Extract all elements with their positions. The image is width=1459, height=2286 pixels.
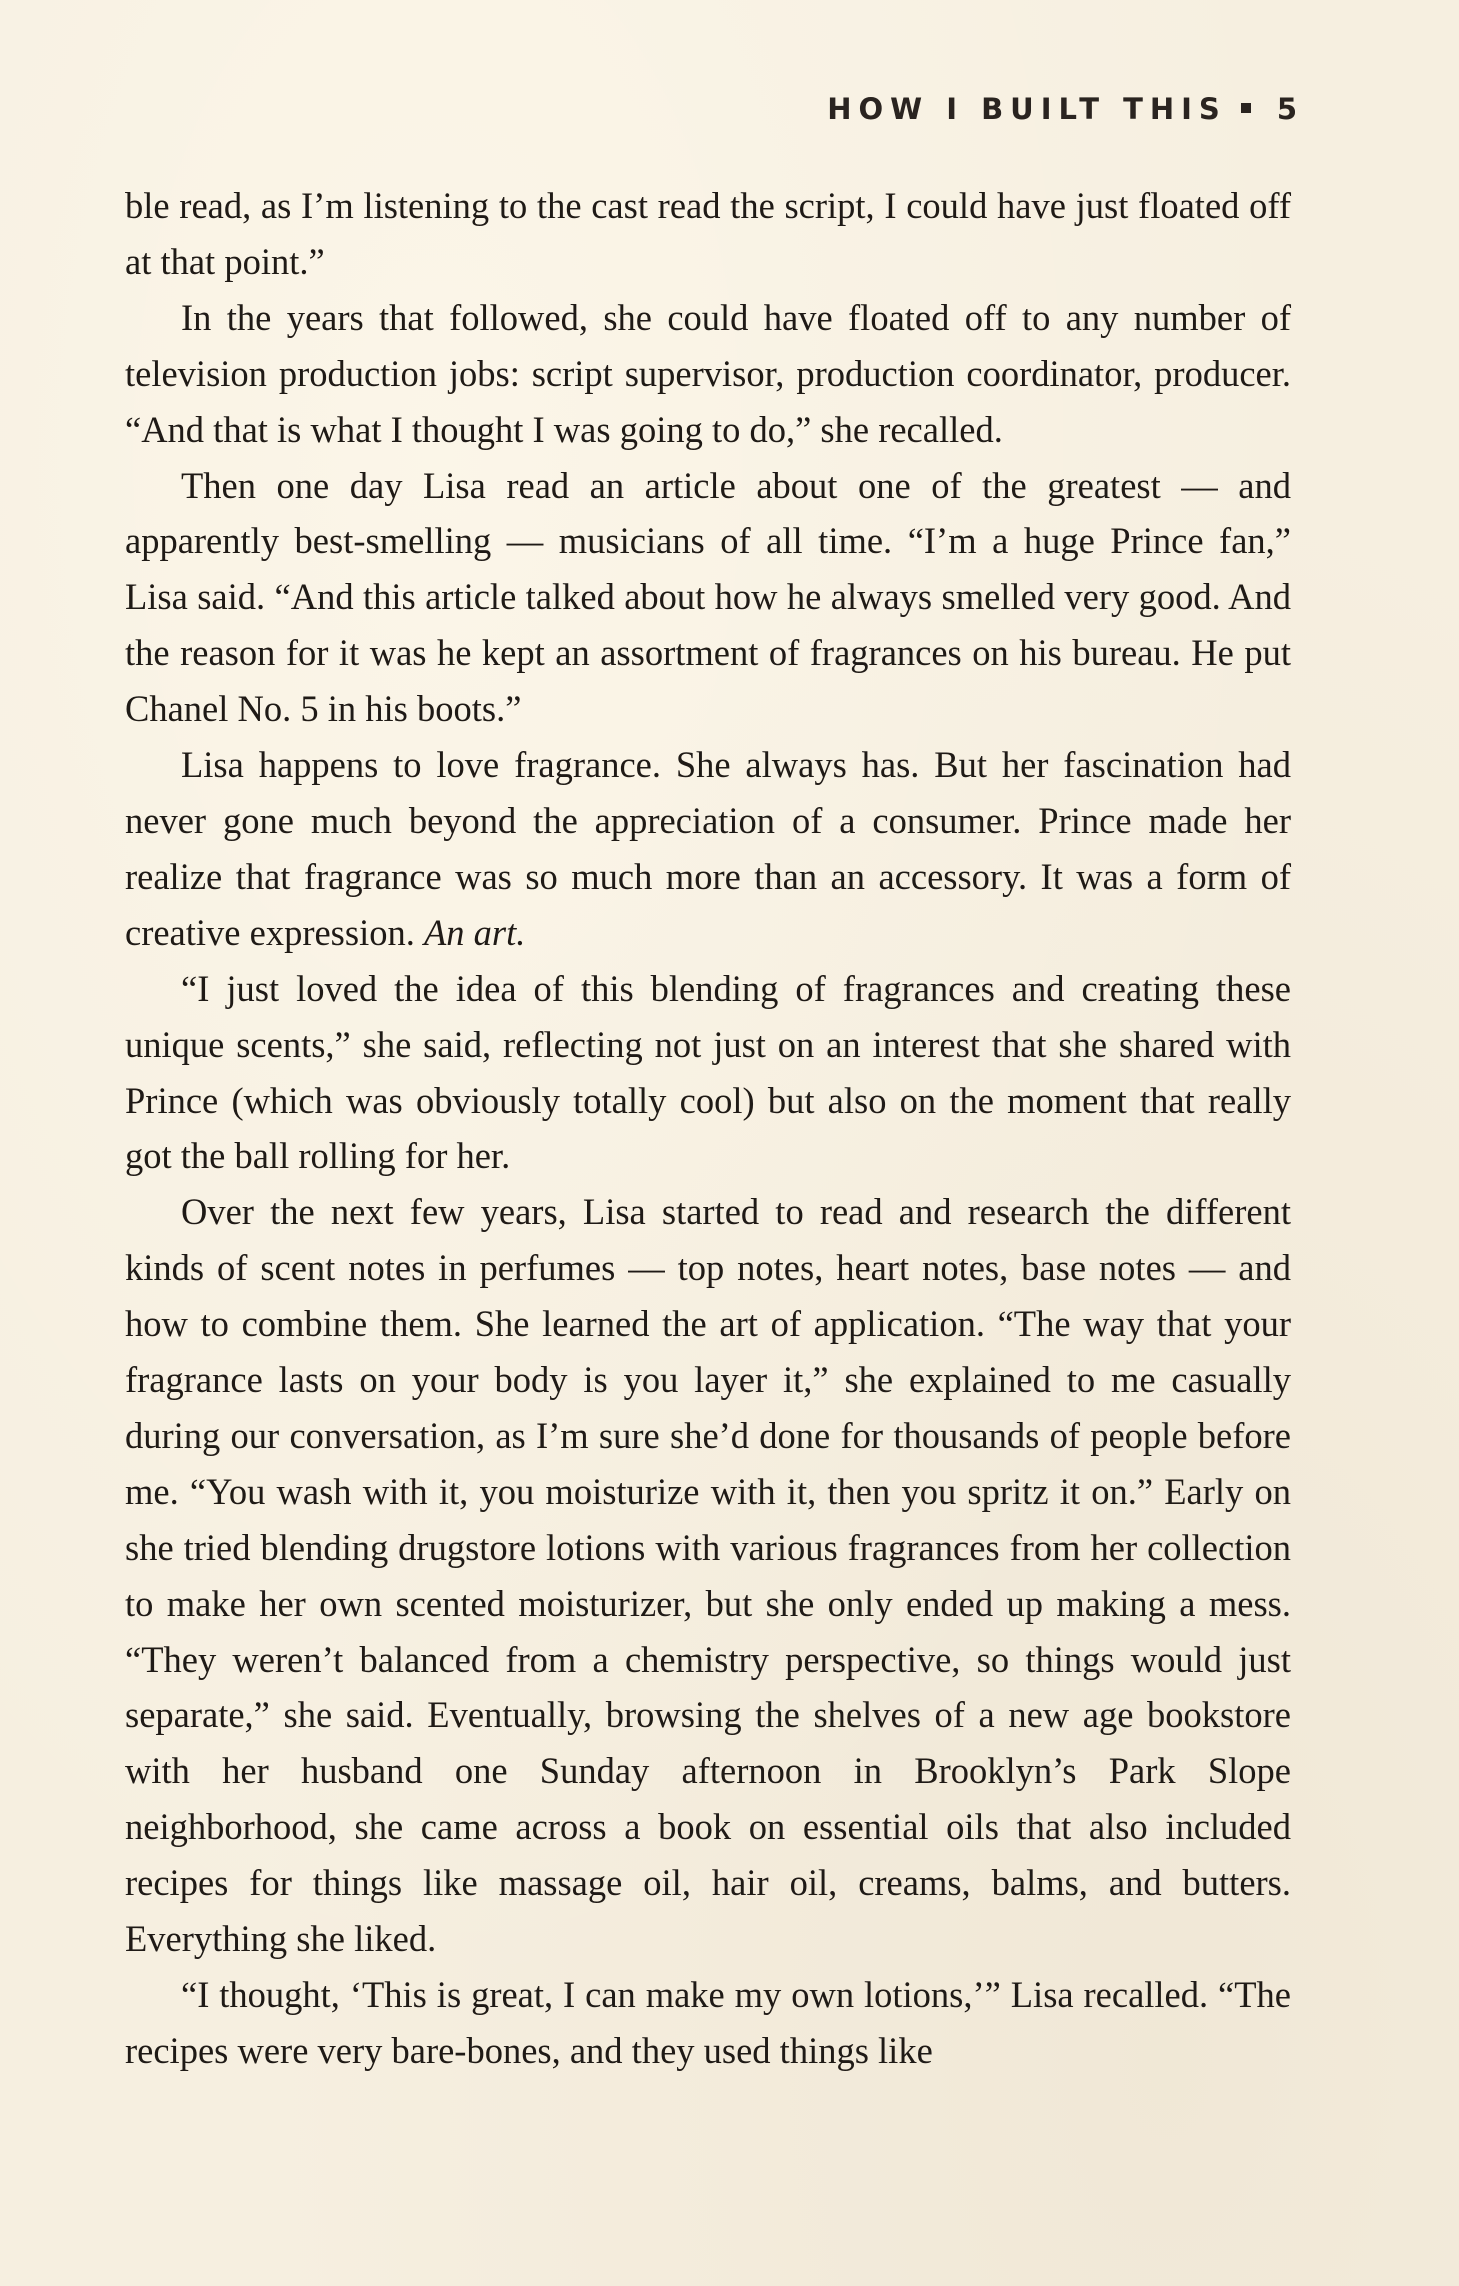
square-bullet-icon [1241, 103, 1251, 113]
running-title: HOW I BUILT THIS [827, 92, 1227, 126]
paragraph-continued: ble read, as I’m listening to the cast read the script, I could have just floated off at that point.” [125, 185, 1291, 282]
emphasis-text: An art. [423, 911, 526, 953]
paragraph: “I just loved the idea of this blending of fragrances and creating these unique scents,” she said, reflecting not just on an interest that she shared with Prince (which was obviously totally cool) but also on the moment that really got the ball rolling for her. [125, 967, 1291, 1177]
paragraph: “I thought, ‘This is great, I can make my own lotions,’” Lisa recalled. “The recipes were very bare-bones, and they used things like [125, 1974, 1291, 2071]
paragraph: In the years that followed, she could have floated off to any number of television production jobs: script supervisor, production coordinator, producer. “And that is what I thought I was going to do,” she recalled. [125, 296, 1291, 450]
page-number: 5 [1276, 92, 1297, 126]
running-head [827, 92, 1297, 126]
paragraph: Over the next few years, Lisa started to read and research the different kinds of scent notes in perfumes — top notes, heart notes, base notes — and how to combine them. She learned the art of application. “The way that your fragrance lasts on your body is you layer it,” she explained to me casually during our conversation, as I’m sure she’d done for thousands of people before me. “You wash with it, you moisturize with it, then you spritz it on.” Early on she tried blending drugstore lotions with various fragrances from her collection to make her own scented moisturizer, but she only ended up making a mess. “They weren’t balanced from a chemistry perspective, so things would just separate,” she said. Eventually, browsing the shelves of a new age bookstore with her husband one Sunday afternoon in Brooklyn’s Park Slope neighborhood, she came across a book on essential oils that also included recipes for things like massage oil, hair oil, creams, balms, and butters. Everything she liked. [125, 1191, 1291, 1960]
body-text [125, 178, 1291, 2079]
paragraph: Lisa happens to love fragrance. She always has. But her fascination had never gone much beyond the appreciation of a consumer. Prince made her realize that fragrance was so much more than an accessory. It was a form of creative expression. An art. [125, 744, 1291, 953]
paragraph: Then one day Lisa read an article about one of the greatest — and apparently best-smelling — musicians of all time. “I’m a huge Prince fan,” Lisa said. “And this article talked about how he always smelled very good. And the reason for it was he kept an assortment of fragrances on his bureau. He put Chanel No. 5 in his boots.” [125, 464, 1291, 730]
